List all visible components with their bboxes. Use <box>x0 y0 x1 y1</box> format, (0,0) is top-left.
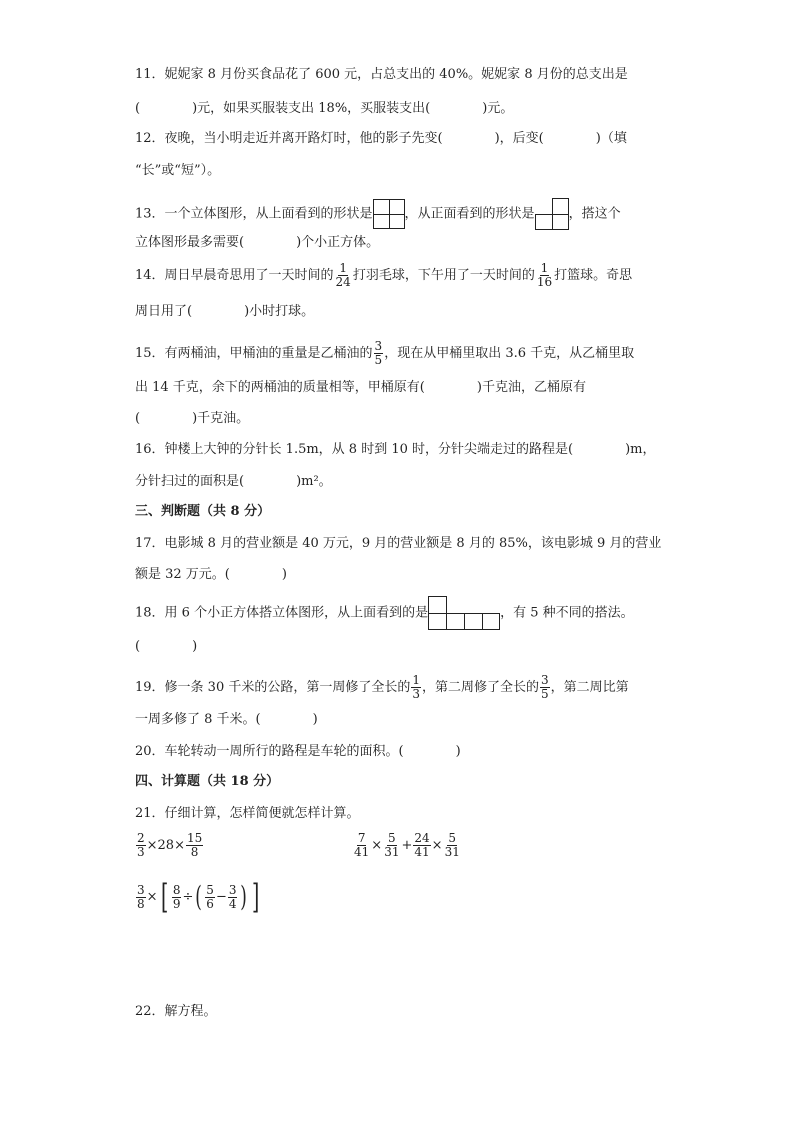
q19-line1 <box>135 674 629 701</box>
q18-line1 <box>135 596 634 630</box>
fraction: $\frac{2}{3}$ <box>137 831 145 859</box>
q14-text-1: 14．周日早晨奇思用了一天时间的 <box>135 268 334 283</box>
q18-line2: ( ) <box>135 639 198 654</box>
fraction: $\frac{5}{6}$ <box>206 882 214 911</box>
q12-line2: “长”或“短”）。 <box>135 163 221 178</box>
q15-line2: 出 14 千克，余下的两桶油的质量相等，甲桶原有( )千克油，乙桶原有 <box>135 380 586 395</box>
q19-line2: 一周多修了 8 千米。( ) <box>135 712 318 727</box>
fraction: $\frac{5}{31}$ <box>444 831 460 859</box>
expression-3 <box>135 877 263 917</box>
fraction: $\frac{1}{3}$ <box>412 673 420 701</box>
fraction: $\frac{3}{5}$ <box>541 673 549 701</box>
q22-title: 22．解方程。 <box>135 1004 217 1019</box>
q14-line1 <box>135 262 632 289</box>
q15-line3: ( )千克油。 <box>135 411 250 426</box>
q19-text-2: ，第二周修了全长的 <box>422 680 540 695</box>
fraction: $\frac{3}{8}$ <box>137 882 145 911</box>
q19-text-3: ，第二周比第 <box>550 680 629 695</box>
expression-1 <box>135 832 204 859</box>
q21-title: 21．仔细计算，怎样简便就怎样计算。 <box>135 806 360 821</box>
q11-line1: 11．妮妮家 8 月份买食品花了 600 元，占总支出的 40%。妮妮家 8 月份的总支出是 <box>135 67 628 82</box>
fraction: $\frac{3}{4}$ <box>228 882 237 911</box>
fraction: $\frac{5}{31}$ <box>384 831 400 859</box>
operator: − <box>215 889 227 905</box>
q17-line1: 17．电影城 8 月的营业额是 40 万元，9 月的营业额是 8 月的 85%，该电影城 9 月的营业 <box>135 536 662 551</box>
q15-line1 <box>135 340 634 367</box>
q18-text-2: ，有 5 种不同的搭法。 <box>500 605 634 621</box>
q15-text-2: ，现在从甲桶里取出 3.6 千克，从乙桶里取 <box>384 346 635 361</box>
fraction: $\frac{1}{16}$ <box>536 261 553 289</box>
operator: ÷ <box>182 889 194 905</box>
q18-text-1: 18．用 6 个小正方体搭立体图形，从上面看到的是 <box>135 605 429 621</box>
fraction: $\frac{1}{24}$ <box>335 261 351 289</box>
q14-line2: 周日用了( )小时打球。 <box>135 304 315 319</box>
section-heading-3: 三、判断题（共 8 分） <box>135 504 271 519</box>
q13-line1 <box>135 198 621 230</box>
q16-line1: 16．钟楼上大钟的分针长 1.5m，从 8 时到 10 时，分针尖端走过的路程是( )m， <box>135 442 656 457</box>
q11-line2: ( )元，如果买服装支出 18%，买服装支出( )元。 <box>135 101 514 116</box>
operator: ×28× <box>146 838 185 853</box>
q13-text-2: ，从正面看到的形状是 <box>404 206 535 222</box>
q13-line2: 立体图形最多需要( )个小正方体。 <box>135 235 380 250</box>
q14-text-2: 打羽毛球，下午用了一天时间的 <box>352 268 535 283</box>
operator: + <box>401 838 413 853</box>
right-bracket: ] <box>252 877 260 917</box>
fraction: $\frac{3}{5}$ <box>374 339 383 367</box>
q14-text-3: 打篮球。奇思 <box>554 268 633 283</box>
left-paren: ( <box>195 880 203 913</box>
front-view-figure <box>535 198 569 230</box>
right-paren: ) <box>240 880 248 913</box>
q16-line2: 分针扫过的面积是( )m²。 <box>135 474 332 489</box>
q13-text-1: 13．一个立体图形，从上面看到的形状是 <box>135 206 373 222</box>
top-view-figure <box>428 596 500 630</box>
q19-text-1: 19．修一条 30 千米的公路，第一周修了全长的 <box>135 680 411 695</box>
operator: × <box>146 889 158 905</box>
q12-line1: 12．夜晚，当小明走近并离开路灯时，他的影子先变( )，后变( )（填 <box>135 131 627 146</box>
operator: × <box>371 838 383 853</box>
fraction: $\frac{7}{41}$ <box>354 831 370 859</box>
fraction: $\frac{24}{41}$ <box>414 831 430 859</box>
q15-text-1: 15．有两桶油，甲桶油的重量是乙桶油的 <box>135 346 373 361</box>
expression-2 <box>352 832 462 859</box>
q13-text-3: ，搭这个 <box>568 206 621 222</box>
fraction: $\frac{8}{9}$ <box>172 882 181 911</box>
operator: × <box>431 838 443 853</box>
section-heading-4: 四、计算题（共 18 分） <box>135 774 280 789</box>
fraction: $\frac{15}{8}$ <box>186 831 203 859</box>
left-bracket: [ <box>160 877 168 917</box>
top-view-figure <box>373 199 405 229</box>
q17-line2: 额是 32 万元。( ) <box>135 567 287 582</box>
q20-line: 20．车轮转动一周所行的路程是车轮的面积。( ) <box>135 744 461 759</box>
